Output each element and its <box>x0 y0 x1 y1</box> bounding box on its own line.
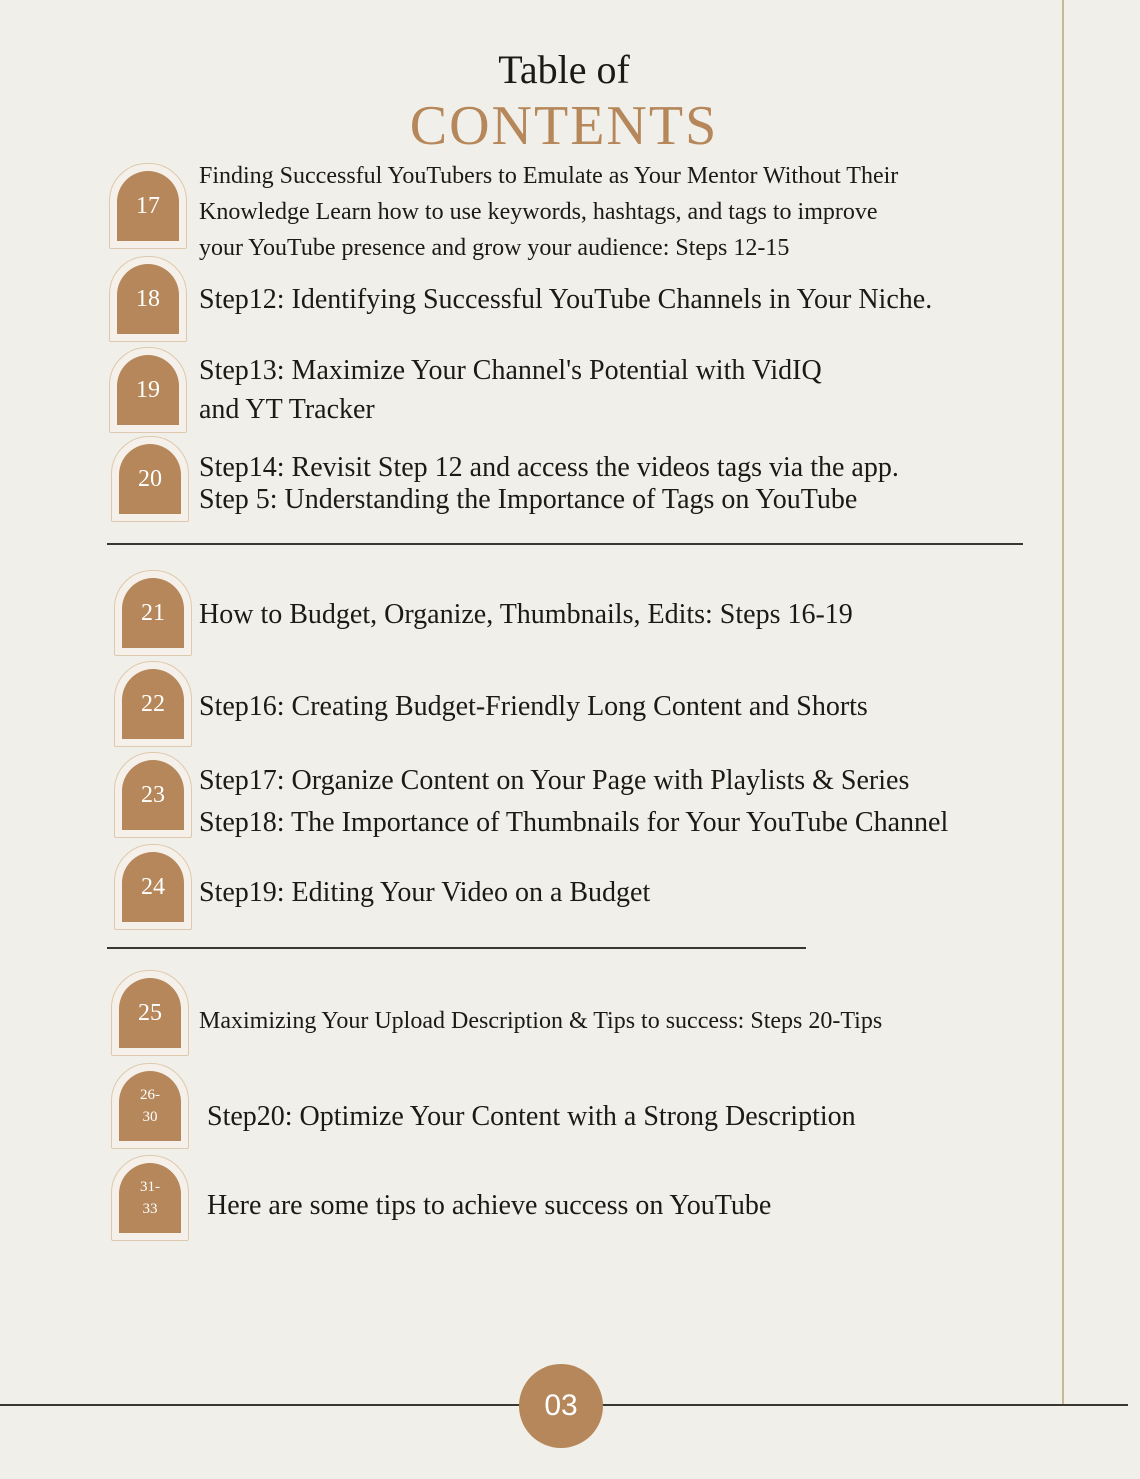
toc-entry-25[interactable] <box>199 1005 882 1037</box>
entry-line: Here are some tips to achieve success on YouTube <box>207 1190 772 1221</box>
title-top: Table of <box>498 47 630 92</box>
page-badge-23 <box>114 752 192 838</box>
toc-entry-22[interactable] <box>199 689 868 725</box>
toc-entry-31-33[interactable] <box>207 1188 771 1224</box>
page-badge-21 <box>114 570 192 656</box>
toc-entry-20[interactable] <box>199 452 899 516</box>
section-divider <box>107 947 806 949</box>
page-number: 20 <box>119 444 181 514</box>
entry-line: Step19: Editing Your Video on a Budget <box>199 877 651 908</box>
page-number: 24 <box>122 852 184 922</box>
entry-line: Step16: Creating Budget-Friendly Long Content and Shorts <box>199 691 868 722</box>
page-number: 25 <box>119 978 181 1048</box>
page-badge-25 <box>111 970 189 1056</box>
page-badge-24 <box>114 844 192 930</box>
toc-entry-17[interactable] <box>199 158 898 266</box>
page-number: 21 <box>122 578 184 648</box>
entry-line: your YouTube presence and grow your audience: Steps 12-15 <box>199 235 790 261</box>
page-badge-17 <box>109 163 187 249</box>
toc-entry-23[interactable] <box>199 760 948 844</box>
entry-line: How to Budget, Organize, Thumbnails, Edits: Steps 16-19 <box>199 599 853 630</box>
page-badge-31-33 <box>111 1155 189 1241</box>
entry-line: Step 5: Understanding the Importance of Tags on YouTube <box>199 484 858 515</box>
right-margin-rule <box>1062 0 1064 1405</box>
page-number: 26- 30 <box>119 1071 181 1141</box>
entry-line: Step13: Maximize Your Channel's Potential with VidIQ <box>199 355 822 386</box>
page-number: 17 <box>117 171 179 241</box>
page-number: 31- 33 <box>119 1163 181 1233</box>
section-divider <box>107 543 1023 545</box>
page-number: 19 <box>117 355 179 425</box>
page-number: 18 <box>117 264 179 334</box>
page-badge-19 <box>109 347 187 433</box>
entry-line: Step17: Organize Content on Your Page with Playlists & Series <box>199 765 910 796</box>
entry-line: Maximizing Your Upload Description & Tips to success: Steps 20-Tips <box>199 1008 883 1034</box>
entry-line: Finding Successful YouTubers to Emulate as Your Mentor Without Their <box>199 163 899 189</box>
title-main: CONTENTS <box>409 95 719 157</box>
page-badge-20 <box>111 436 189 522</box>
page-number-badge: 03 <box>519 1364 603 1448</box>
entry-line: and YT Tracker <box>199 394 375 425</box>
page-badge-26-30 <box>111 1063 189 1149</box>
toc-entry-18[interactable] <box>199 282 932 318</box>
entry-line: Step20: Optimize Your Content with a Strong Description <box>207 1101 856 1132</box>
toc-entry-24[interactable] <box>199 875 650 911</box>
toc-entry-26-30[interactable] <box>207 1099 856 1135</box>
page-badge-22 <box>114 661 192 747</box>
page-badge-18 <box>109 256 187 342</box>
toc-entry-21[interactable] <box>199 597 853 633</box>
entry-line: Step12: Identifying Successful YouTube Channels in Your Niche. <box>199 284 933 315</box>
page-number: 23 <box>122 760 184 830</box>
toc-entry-19[interactable] <box>199 351 822 429</box>
page-number: 22 <box>122 669 184 739</box>
entry-line: Step18: The Importance of Thumbnails for Your YouTube Channel <box>199 807 949 838</box>
entry-line: Step14: Revisit Step 12 and access the videos tags via the app. <box>199 452 899 483</box>
entry-line: Knowledge Learn how to use keywords, hashtags, and tags to improve <box>199 199 878 225</box>
